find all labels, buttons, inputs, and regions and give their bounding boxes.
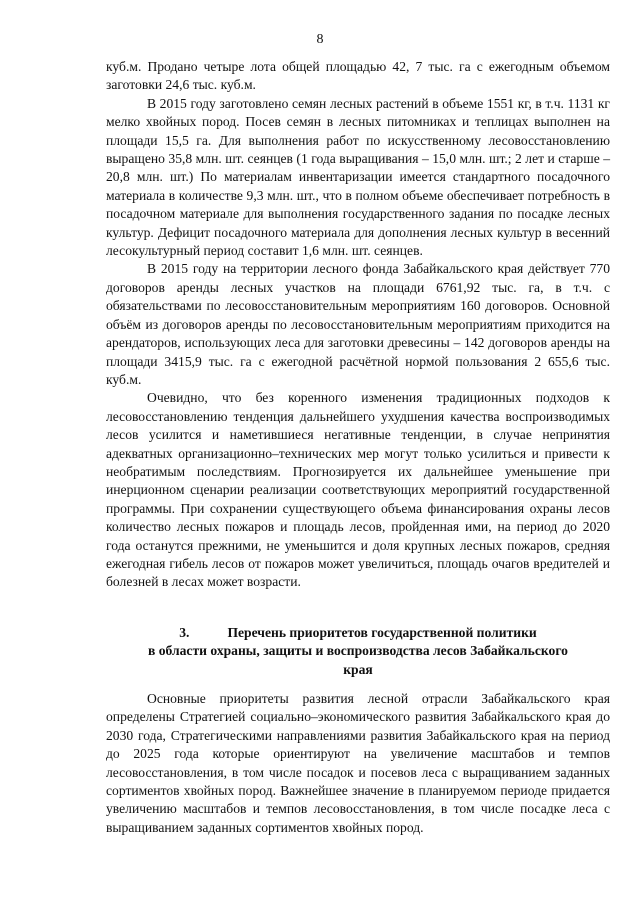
paragraph-seeds: В 2015 году заготовлено семян лесных растений в объеме 1551 кг, в т.ч. 1131 кг мелко хвойных пород. Посев семян в лесных питомниках и теплицах выполнен на площади 15,5 га. Для выполнения работ по искусственному лесовосстановлению выращено 35,8 млн. шт. сеянцев (1 года выращивания – 15,0 млн. шт.; 2 лет и старше – 20,8 млн. шт.) По материалам инвентаризации имеется стандартного посадочного материала в количестве 9,3 млн. шт., что в полном объеме обеспечивает потребность в посадочном материале для выполнения государственного задания по посадке лесных культур. Дефицит посадочного материала для дополнения лесных культур в весенний лесокультурный период составит 1,6 млн. шт. сеянцев. — [106, 95, 610, 259]
paragraph-continuation: куб.м. Продано четыре лота общей площадью 42, 7 тыс. га с ежегодным объемом заготовки 24,6 тыс. куб.м. — [106, 59, 610, 93]
section-number: 3. — [179, 625, 190, 640]
body-text — [106, 58, 610, 592]
section-heading — [106, 624, 610, 679]
paragraph-forecast: Очевидно, что без коренного изменения традиционных подходов к лесовосстановлению тенденция дальнейшего ухудшения качества воспроизводимых лесов усилится и наметившиеся негативные тенденции, в случае непринятия адекватных организационно–технических мер могут только усилиться и привести к необратимым последствиям. Прогнозируется их дальнейшее уменьшение при инерционном сценарии реализации соответствующих мероприятий государственной программы. При сохранении существующего объема финансирования охраны лесов количество лесных пожаров и площадь лесов, пройденная ими, на период до 2020 года останутся прежними, не уменьшится и доля крупных лесных пожаров, средняя ежегодная гибель лесов от пожаров может увеличиться, площадь очагов вредителей и болезней в лесах может возрасти. — [106, 390, 610, 590]
paragraph-priorities: Основные приоритеты развития лесной отрасли Забайкальского края определены Стратегией социально–экономического развития Забайкальского края до 2030 года, Стратегическими направлениями развития Забайкальского края на период до 2025 года которые ориентируют на увеличение масштабов и темпов лесовосстановления, в том числе посадок и посевов леса с выращиванием заданных сортиментов хвойных пород. Важнейшее значение в планируемом периоде придается увеличению масштабов и темпов лесовосстановления, в том числе посадке леса с выращиванием заданных сортиментов хвойных пород. — [106, 691, 610, 835]
section-title-part1: Перечень приоритетов государственной политики — [227, 625, 537, 640]
section-heading-line1 — [106, 624, 610, 642]
section-heading-line2: в области охраны, защиты и воспроизводства лесов Забайкальского — [148, 643, 568, 659]
section-body-text — [106, 690, 610, 837]
page-number: 8 — [316, 32, 324, 47]
paragraph-lease-contracts: В 2015 году на территории лесного фонда Забайкальского края действует 770 договоров аренды лесных участков на площади 6761,92 тыс. га, в т.ч. с обязательствами по лесовосстановительным мероприятиям 160 договоров. Основной объём из договоров аренды по лесовосстановительным мероприятиям приходится на арендаторов, использующих леса для заготовки древесины – 142 договоров аренды на площади 3415,9 тыс. га с ежегодной расчётной нормой пользования 2 655,6 тыс. куб.м. — [106, 261, 610, 387]
section-heading-line3: края — [343, 661, 373, 677]
